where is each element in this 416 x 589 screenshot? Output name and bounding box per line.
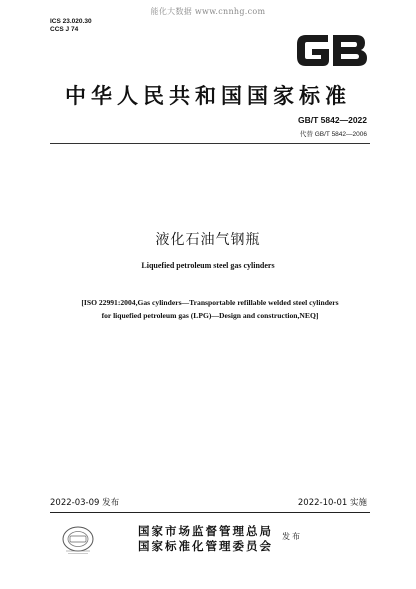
document-title-en: Liquefied petroleum steel gas cylinders — [141, 261, 275, 270]
equivalence-line-2: for liquefied petroleum gas (LPG)—Design and construction,NEQ] — [101, 311, 319, 320]
gb-logo — [292, 26, 372, 74]
document-title-cn: 液化石油气钢瓶 — [155, 232, 261, 248]
issuer-samr: 国家市场监督管理总局 — [138, 524, 273, 538]
watermark: 能化大数据 www.cnnhg.com — [150, 7, 266, 16]
national-standard-title: 中华人民共和国国家标准 — [65, 84, 351, 108]
gb-logo-icon — [292, 26, 372, 74]
replaces-standard: 代替 GB/T 5842—2006 — [299, 131, 367, 138]
classification-codes — [50, 18, 92, 34]
seal-icon — [58, 524, 98, 556]
implement-date: 2022-10-01 实施 — [297, 498, 367, 508]
standard-number: GB/T 5842—2022 — [298, 115, 367, 125]
iso-equivalence — [60, 296, 360, 322]
footer-divider — [50, 512, 370, 513]
publish-date: 2022-03-09 发布 — [50, 498, 120, 508]
issuer-sac: 国家标准化管理委员会 — [138, 539, 273, 553]
header-divider — [50, 143, 370, 144]
issued-label: 发布 — [282, 532, 302, 541]
equivalence-line-1: [ISO 22991:2004,Gas cylinders—Transportable refillable welded steel cylinders — [81, 298, 339, 307]
ccs-code: CCS J 74 — [50, 26, 79, 33]
issuing-authorities — [138, 524, 273, 554]
ics-code: ICS 23.020.30 — [50, 18, 92, 25]
